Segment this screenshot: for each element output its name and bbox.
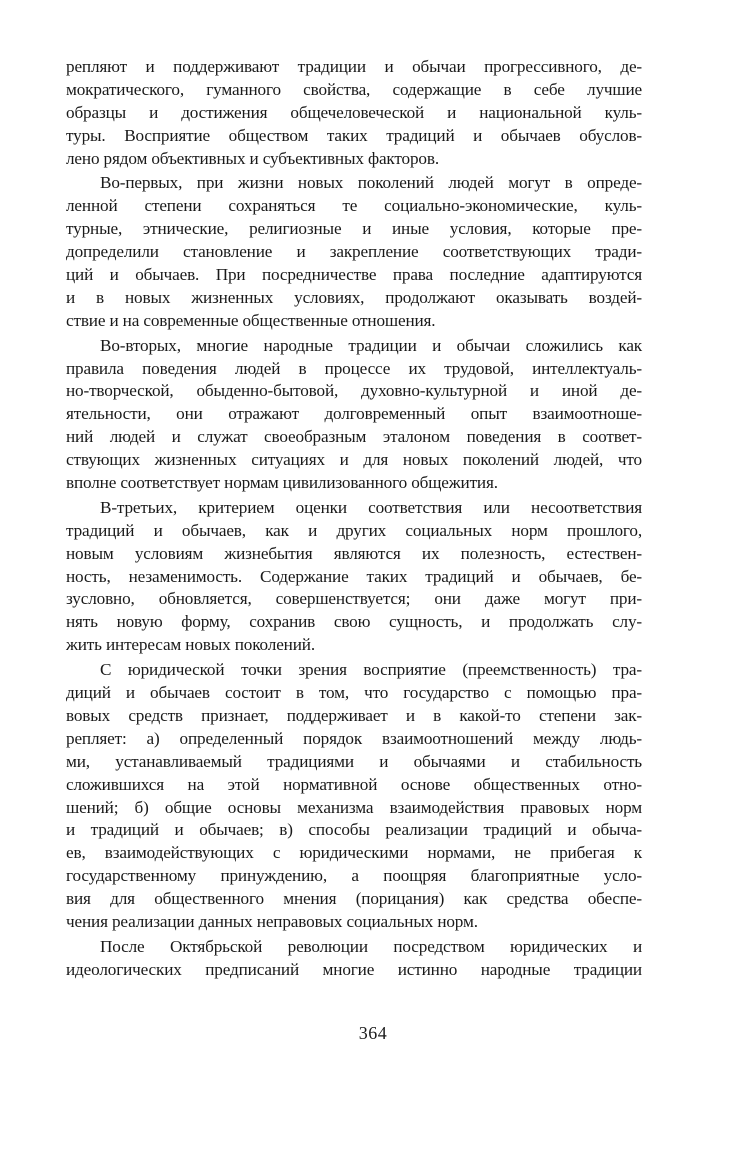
text-line: ций и обычаев. При посредничестве права последние адаптируются — [66, 265, 642, 285]
text-line: вполне соответствует нормам цивилизованного общежития. — [66, 473, 498, 493]
text-line: ствие и на современные общественные отношения. — [66, 310, 436, 330]
text-line: ствующих жизненных ситуациях и для новых поколений людей, что — [66, 450, 642, 470]
text-line: идеологических предписаний многие истинно народные традиции — [66, 959, 642, 979]
text-line: правила поведения людей в процессе их трудовой, интеллектуаль- — [66, 358, 642, 378]
text-line: и в новых жизненных условиях, продолжают оказывать воздей- — [66, 287, 642, 307]
text-line: жить интересам новых поколений. — [66, 635, 315, 655]
text-line: ев, взаимодействующих с юридическими нормами, не прибегая к — [66, 843, 642, 863]
text-line: ми, устанавливаемый традициями и обычаями и стабильность — [66, 751, 642, 771]
paragraph-3 — [66, 335, 642, 495]
text-line: ятельности, они отражают долговременный опыт взаимоотноше- — [66, 404, 642, 424]
text-line: нять новую форму, сохранив свою сущность, и продолжать слу- — [66, 612, 642, 632]
text-line: и традиций и обычаев; в) способы реализации традиций и обыча- — [66, 820, 642, 840]
text-line: Во-первых, при жизни новых поколений людей могут в опреде- — [100, 173, 642, 193]
text-line: мократического, гуманного свойства, содержащие в себе лучшие — [66, 79, 642, 99]
page-number: 364 — [358, 1023, 388, 1043]
text-line: ленной степени сохраняться те социально-экономические, куль- — [66, 196, 642, 216]
text-line: шений; б) общие основы механизма взаимодействия правовых норм — [66, 797, 642, 817]
text-line: традиций и обычаев, как и других социальных норм прошлого, — [66, 520, 642, 540]
text-line: образцы и достижения общечеловеческой и национальной куль- — [66, 102, 642, 122]
text-line: чения реализации данных неправовых социальных норм. — [66, 911, 478, 931]
paragraph-5 — [66, 659, 642, 934]
text-line: ний людей и служат своеобразным эталоном поведения в соответ- — [66, 427, 642, 447]
text-line: вия для общественного мнения (порицания) как средства обеспе- — [66, 889, 642, 909]
text-line: В-третьих, критерием оценки соответствия или несоответствия — [100, 497, 642, 517]
text-line: диций и обычаев состоит в том, что государство с помощью пра- — [66, 683, 642, 703]
text-line: Во-вторых, многие народные традиции и обычаи сложились как — [100, 335, 642, 355]
text-line: сложившихся на этой нормативной основе общественных отно- — [66, 774, 642, 794]
text-line: репляют и поддерживают традиции и обычаи прогрессивного, де- — [66, 57, 642, 76]
paragraph-6 — [66, 936, 642, 982]
text-line: ность, незаменимость. Содержание таких традиций и обычаев, бе- — [66, 566, 642, 586]
text-line: но-творческой, обыденно-бытовой, духовно-культурной и иной де- — [66, 381, 642, 401]
text-line: новым условиям жизнебытия являются их полезность, естествен- — [66, 543, 642, 563]
text-line: туры. Восприятие обществом таких традиций и обычаев обуслов- — [66, 125, 642, 145]
text-line: зусловно, обновляется, совершенствуется; они даже могут при- — [66, 589, 642, 609]
text-line: С юридической точки зрения восприятие (преемственность) тра- — [100, 660, 642, 680]
text-line: лено рядом объективных и субъективных факторов. — [66, 148, 439, 168]
paragraph-1 — [66, 56, 642, 170]
body-text — [66, 56, 642, 982]
paragraph-2 — [66, 172, 642, 332]
text-line: турные, этнические, религиозные и иные условия, которые пре- — [66, 219, 642, 239]
text-line: государственному принуждению, а поощряя благоприятные усло- — [66, 866, 642, 886]
text-line: репляет: а) определенный порядок взаимоотношений между людь- — [66, 728, 642, 748]
text-line: вовых средств признает, поддерживает и в какой-то степени зак- — [66, 705, 642, 725]
paragraph-4 — [66, 497, 642, 657]
text-line: допределили становление и закрепление соответствующих тради- — [66, 242, 642, 262]
text-line: После Октябрьской революции посредством юридических и — [100, 936, 642, 956]
